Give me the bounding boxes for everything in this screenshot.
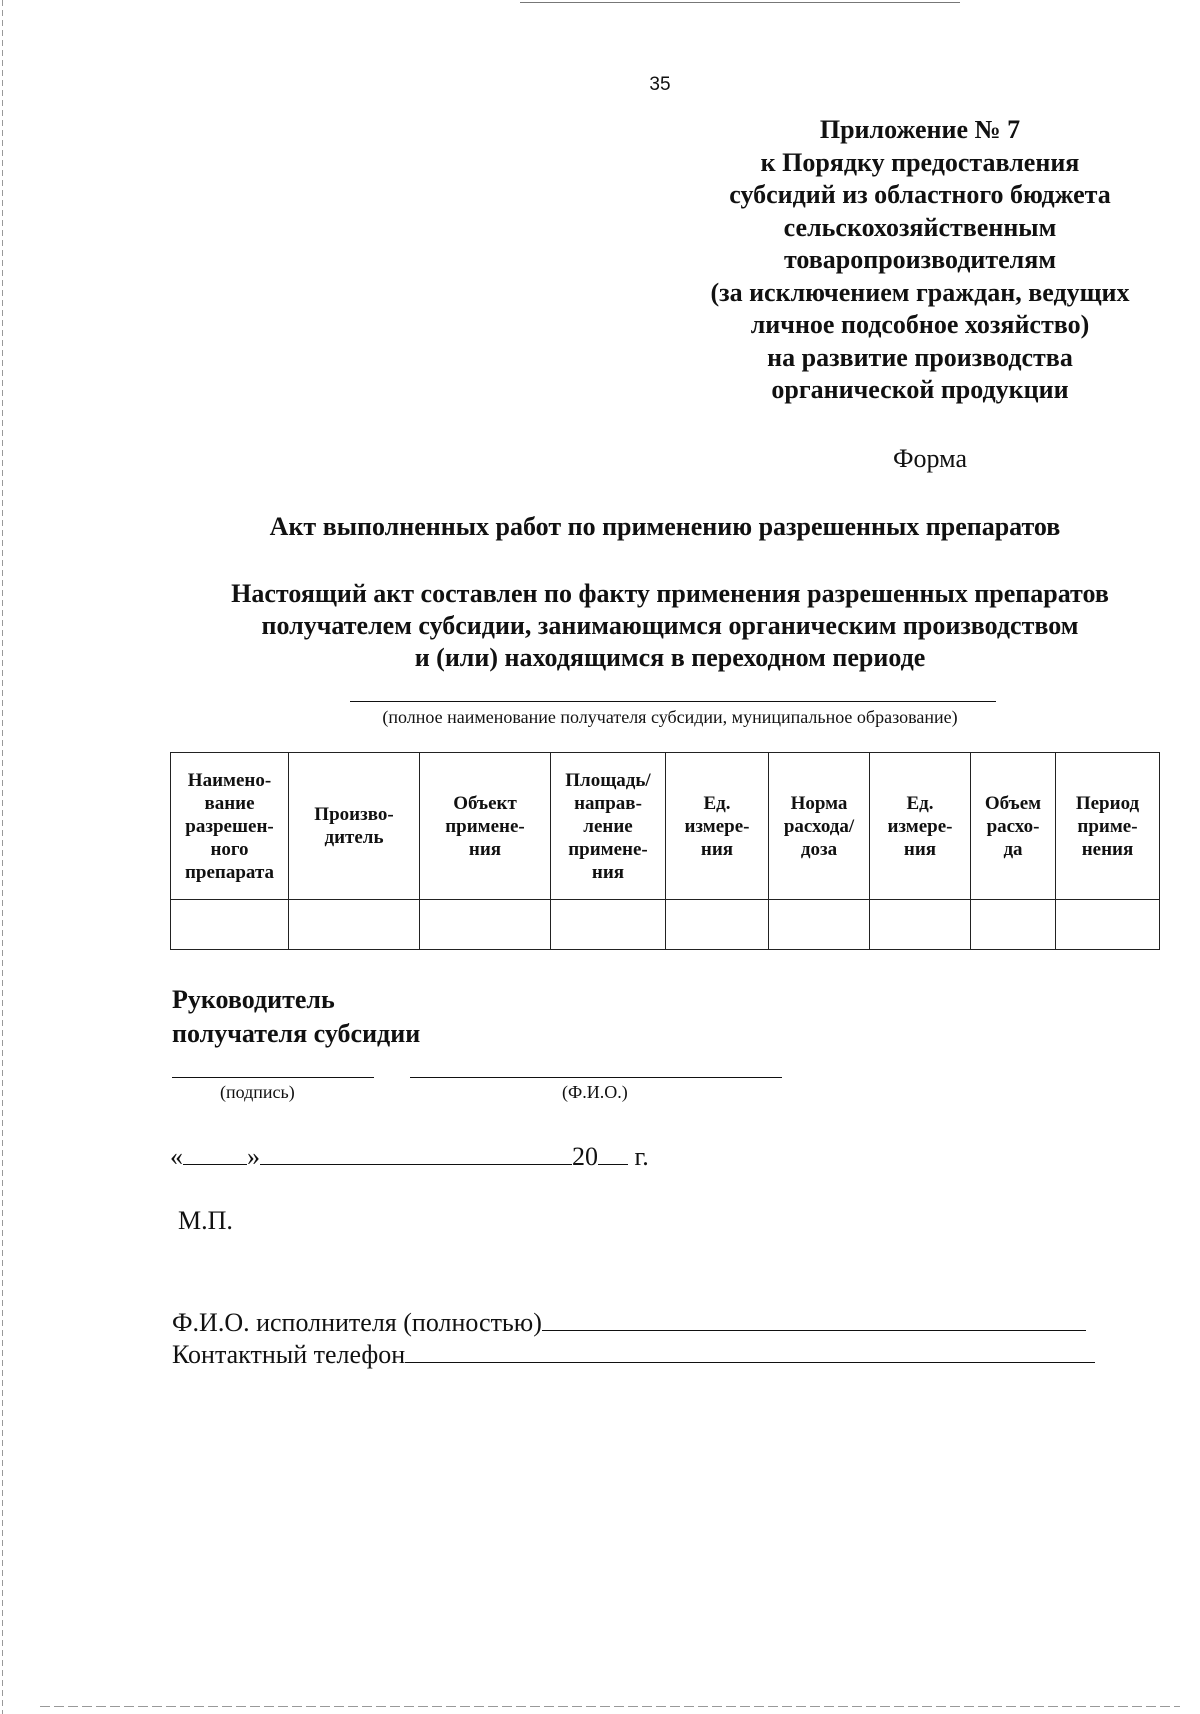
date-row (170, 1140, 649, 1172)
head-line: получателя субсидии (172, 1019, 421, 1048)
year-field[interactable] (598, 1140, 628, 1165)
statement-line: получателем субсидии, занимающимся органическим производством (261, 611, 1079, 640)
table-cell[interactable] (171, 900, 289, 950)
table-cell[interactable] (666, 900, 769, 950)
head-line: Руководитель (172, 985, 335, 1014)
month-field[interactable] (260, 1140, 572, 1165)
date-open-quote: « (170, 1142, 183, 1171)
recipient-caption: (полное наименование получателя субсидии, муниципальное образование) (382, 707, 958, 727)
table-cell[interactable] (769, 900, 870, 950)
page-number: 35 (649, 74, 671, 95)
table-header-cell: Объем расхо- да (971, 753, 1056, 900)
statement-line: Настоящий акт составлен по факту применения разрешенных препаратов (231, 579, 1109, 608)
stamp-place: М.П. (178, 1206, 233, 1235)
year-suffix: г. (634, 1142, 649, 1171)
table-header-cell: Площадь/ направ- ление примене- ния (551, 753, 666, 900)
table-cell[interactable] (1056, 900, 1160, 950)
act-statement (100, 578, 1200, 674)
head-of-recipient (172, 983, 420, 1051)
date-close-quote: » (247, 1142, 260, 1171)
fio-caption: (Ф.И.О.) (562, 1082, 628, 1102)
table-cell[interactable] (289, 900, 420, 950)
scan-edge-bottom (40, 1706, 1180, 1707)
recipient-name-field[interactable] (350, 701, 996, 702)
preparations-table (170, 752, 1160, 950)
executor-row (172, 1306, 1086, 1338)
scan-edge-top (520, 2, 960, 3)
appendix-line: субсидий из областного бюджета (729, 180, 1111, 209)
appendix-line: товаропроизводителям (783, 245, 1057, 274)
signature-field[interactable] (172, 1077, 374, 1078)
form-label: Форма (893, 444, 967, 473)
executor-label: Ф.И.О. исполнителя (полностью) (172, 1308, 542, 1337)
appendix-line: личное подсобное хозяйство) (750, 310, 1090, 339)
appendix-header (640, 114, 1200, 407)
table-header-cell: Период приме- нения (1056, 753, 1160, 900)
executor-field[interactable] (542, 1306, 1086, 1331)
table-header-cell: Норма расхода/ доза (769, 753, 870, 900)
table-header-row (171, 753, 1160, 900)
table-cell[interactable] (420, 900, 551, 950)
appendix-line: на развитие производства (767, 342, 1073, 372)
phone-label: Контактный телефон (172, 1340, 406, 1369)
phone-field[interactable] (405, 1338, 1095, 1363)
fio-field[interactable] (410, 1077, 782, 1078)
appendix-line: к Порядку предоставления (760, 147, 1080, 177)
table-header-cell: Произво- дитель (289, 753, 420, 900)
table-cell[interactable] (971, 900, 1056, 950)
phone-row (172, 1338, 1095, 1370)
statement-line: и (или) находящимся в переходном периоде (414, 643, 926, 672)
signature-caption: (подпись) (220, 1082, 295, 1102)
table-header-cell: Ед. измере- ния (870, 753, 971, 900)
appendix-line: органической продукции (771, 375, 1069, 404)
table-cell[interactable] (551, 900, 666, 950)
day-field[interactable] (183, 1140, 247, 1165)
appendix-line: (за исключением граждан, ведущих (710, 277, 1130, 307)
year-prefix: 20 (572, 1142, 598, 1171)
table-header-cell: Наимено- вание разрешен- ного препарата (171, 753, 289, 900)
document-title: Акт выполненных работ по применению разрешенных препаратов (269, 512, 1061, 541)
scan-edge-left (2, 0, 3, 1714)
table-header-cell: Ед. измере- ния (666, 753, 769, 900)
table-row (171, 900, 1160, 950)
appendix-line: сельскохозяйственным (783, 212, 1057, 242)
table-header-cell: Объект примене- ния (420, 753, 551, 900)
table-cell[interactable] (870, 900, 971, 950)
appendix-line: Приложение № 7 (819, 115, 1021, 144)
